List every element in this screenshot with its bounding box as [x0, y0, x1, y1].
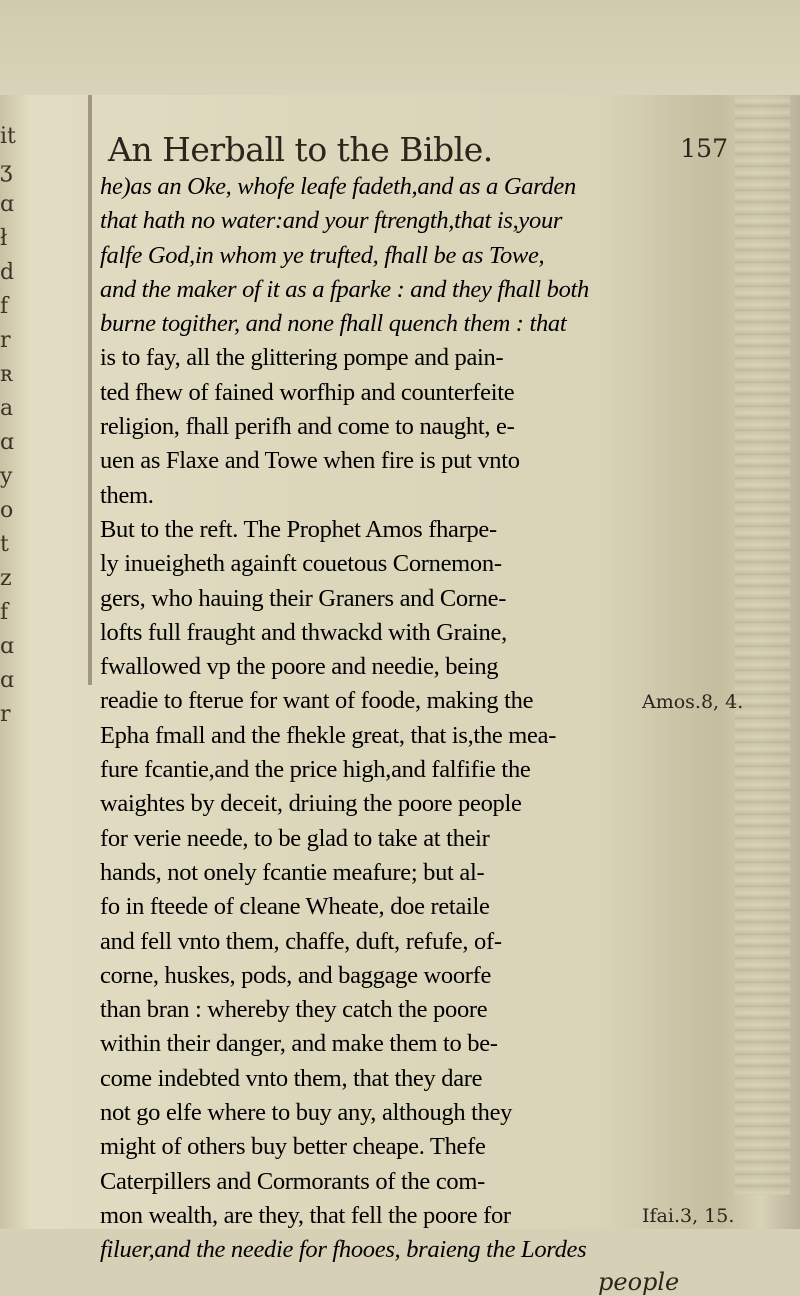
text-line: fwallowed vp the poore and needie, being: [100, 653, 499, 681]
margin-fragment: t: [0, 532, 9, 557]
text-line: that hath no water:and your ftrength,that is,your: [100, 207, 563, 235]
text-line: falfe God,in whom ye trufted, fhall be as Towe,: [100, 241, 545, 269]
margin-fragment: r: [0, 702, 11, 727]
text-line: religion, fhall perifh and come to naught, e-: [100, 413, 515, 441]
marginal-note: Ifai.3, 15.: [642, 1205, 735, 1227]
margin-fragment: y: [0, 464, 13, 489]
text-line: But to the reft. The Prophet Amos fharpe-: [100, 515, 497, 543]
text-line: Epha fmall and the fhekle great, that is,the mea-: [100, 721, 557, 749]
text-line: ly inueigheth againft couetous Cornemon-: [100, 550, 502, 578]
text-line: corne, huskes, pods, and baggage woorfe: [100, 961, 492, 989]
text-line: come indebted vnto them, that they dare: [100, 1064, 483, 1092]
text-line: gers, who hauing their Graners and Corne-: [100, 584, 507, 612]
margin-fragment: ɑ: [0, 192, 15, 217]
text-body: [100, 170, 720, 1268]
text-line: not go elfe where to buy any, although they: [100, 1099, 513, 1127]
text-line: uen as Flaxe and Towe when fire is put vnto: [100, 447, 520, 475]
margin-fragment: it: [0, 124, 16, 149]
page-number: 157: [680, 134, 728, 163]
text-line: than bran : whereby they catch the poore: [100, 996, 488, 1024]
text-line: mon wealth, are they, that fell the poore for: [100, 1201, 511, 1229]
text-line: he)as an Oke, whofe leafe fadeth,and as a Garden: [100, 173, 576, 200]
text-line: and fell vnto them, chaffe, duft, refufe, of-: [100, 927, 502, 955]
margin-fragment: r: [0, 328, 11, 353]
page-header: [108, 130, 728, 170]
text-line: within their danger, and make them to be-: [100, 1030, 498, 1058]
margin-fragment: ʀ: [0, 362, 13, 387]
margin-fragment: d: [0, 260, 15, 285]
text-line: might of others buy better cheape. Thefe: [100, 1133, 486, 1161]
text-line: ted fhew of fained worfhip and counterfeite: [100, 378, 515, 406]
margin-fragment: f: [0, 600, 9, 625]
margin-fragment: o: [0, 498, 14, 523]
margin-fragment: f: [0, 294, 9, 319]
text-line: hands, not onely fcantie meafure; but al-: [100, 858, 485, 886]
margin-fragment: ɑ: [0, 634, 15, 659]
text-line: filuer,and the needie for fhooes, braieng the Lordes: [100, 1236, 587, 1264]
margin-fragment: ʒ: [0, 158, 13, 183]
text-line: waightes by deceit, driuing the poore people: [100, 790, 522, 818]
text-line: them.: [100, 481, 154, 509]
right-page-edge: [735, 95, 790, 1195]
margin-fragment: ɑ: [0, 430, 15, 455]
facing-page-margin: [0, 120, 40, 727]
text-line: burne togither, and none fhall quench them : that: [100, 310, 567, 338]
text-line: readie to fterue for want of foode, making the: [100, 687, 534, 715]
text-line: lofts full fraught and thwackd with Graine,: [100, 618, 507, 646]
text-line: fure fcantie,and the price high,and falfifie the: [100, 756, 531, 784]
marginal-note: Amos.8, 4.: [642, 690, 744, 713]
margin-fragment: ɑ: [0, 668, 15, 693]
gutter-line: [88, 95, 92, 685]
catchword: people: [598, 1267, 680, 1296]
margin-fragment: a: [0, 396, 14, 421]
text-line: and the maker of it as a fparke : and they fhall both: [100, 275, 589, 303]
text-line: Caterpillers and Cormorants of the com-: [100, 1167, 485, 1195]
running-title: An Herball to the Bible.: [108, 130, 493, 169]
top-edge: [0, 0, 800, 95]
text-line: for verie neede, to be glad to take at their: [100, 824, 490, 852]
margin-fragment: z: [0, 566, 12, 591]
text-line: is to fay, all the glittering pompe and pain-: [100, 344, 504, 372]
margin-fragment: ł: [0, 226, 8, 251]
text-line: fo in fteede of cleane Wheate, doe retaile: [100, 893, 490, 921]
